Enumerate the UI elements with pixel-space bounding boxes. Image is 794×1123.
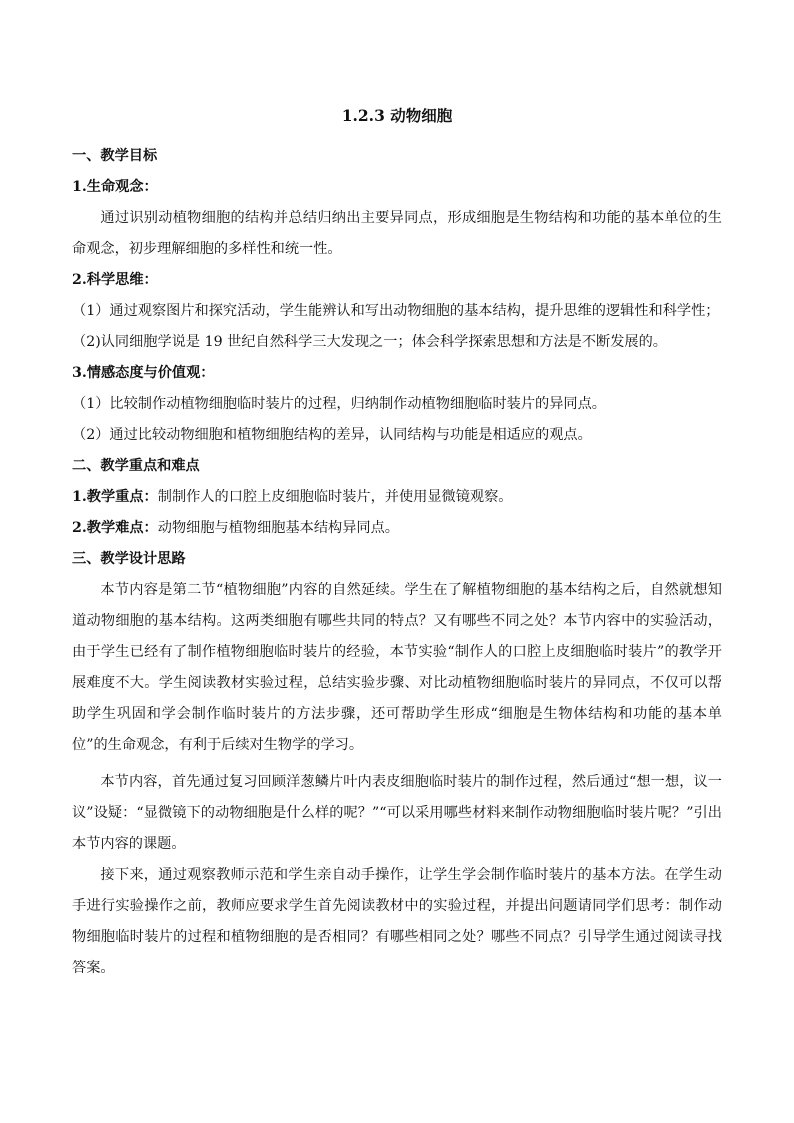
design-paragraph-2: 本节内容，首先通过复习回顾洋葱鳞片叶内表皮细胞临时装片的制作过程，然后通过“想一想，议一议”设疑：“显微镜下的动物细胞是什么样的呢？”“可以采用哪些材料来制作动物细胞临时装片呢？”引出本节内容的课题。 [72, 774, 722, 852]
subheading-attitude-values: 3.情感态度与价值观： [72, 365, 215, 381]
difficult-point-text: 动物细胞与植物细胞基本结构异同点。 [157, 520, 399, 536]
thinking-item-2: （2)认同细胞学说是 19 世纪自然科学三大发现之一；体会科学探索思想和方法是不断发展的。 [72, 334, 667, 350]
design-paragraph-3: 接下来，通过观察教师示范和学生亲自动手操作，让学生学会制作临时装片的基本方法。在学生动手进行实验操作之前，教师应要求学生首先阅读教材中的实验过程，并提出问题请同学们思考：制作动物细胞临时装片的过程和植物细胞的是否相同？有哪些相同之处？哪些不同点？引导学生通过阅读寻找答案。 [72, 867, 722, 976]
key-point-line [72, 482, 722, 513]
subheading-scientific-thinking: 2.科学思维： [72, 272, 158, 288]
section-heading-goals: 一、教学目标 [72, 148, 158, 164]
life-concept-text: 通过识别动植物细胞的结构并总结归纳出主要异同点，形成细胞是生物结构和功能的基本单位的生命观念，初步理解细胞的多样性和统一性。 [72, 210, 722, 257]
key-point-text: 制制作人的口腔上皮细胞临时装片，并使用显微镜观察。 [157, 489, 513, 505]
design-paragraph-1: 本节内容是第二节“植物细胞”内容的自然延续。学生在了解植物细胞的基本结构之后，自然就想知道动物细胞的基本结构。这两类细胞有哪些共同的特点？又有哪些不同之处？本节内容中的实验活动，由于学生已经有了制作植物细胞临时装片的经验，本节实验“制作人的口腔上皮细胞临时装片”的教学开展难度不大。学生阅读教材实验过程，总结实验步骤、对比动植物细胞临时装片的异同点，不仅可以帮助学生巩固和学会制作临时装片的方法步骤，还可帮助学生形成“细胞是生物体结构和功能的基本单位”的生命观念，有利于后续对生物学的学习。 [72, 582, 722, 753]
difficult-point-line [72, 513, 722, 544]
document-page [72, 103, 722, 984]
page-title: 1.2.3 动物细胞 [341, 106, 453, 125]
thinking-item-1: （1）通过观察图片和探究活动，学生能辨认和写出动物细胞的基本结构，提升思维的逻辑性和科学性； [72, 303, 720, 319]
subheading-life-concept: 1.生命观念： [72, 179, 158, 195]
key-point-label: 1.教学重点： [72, 489, 158, 505]
difficult-point-label: 2.教学难点： [72, 520, 158, 536]
section-heading-key-difficult: 二、教学重点和难点 [72, 458, 200, 474]
attitude-item-2: （2）通过比较动物细胞和植物细胞结构的差异，认同结构与功能是相适应的观点。 [72, 427, 592, 443]
attitude-item-1: （1）比较制作动植物细胞临时装片的过程，归纳制作动植物细胞临时装片的异同点。 [72, 396, 606, 412]
section-heading-design: 三、教学设计思路 [72, 551, 186, 567]
